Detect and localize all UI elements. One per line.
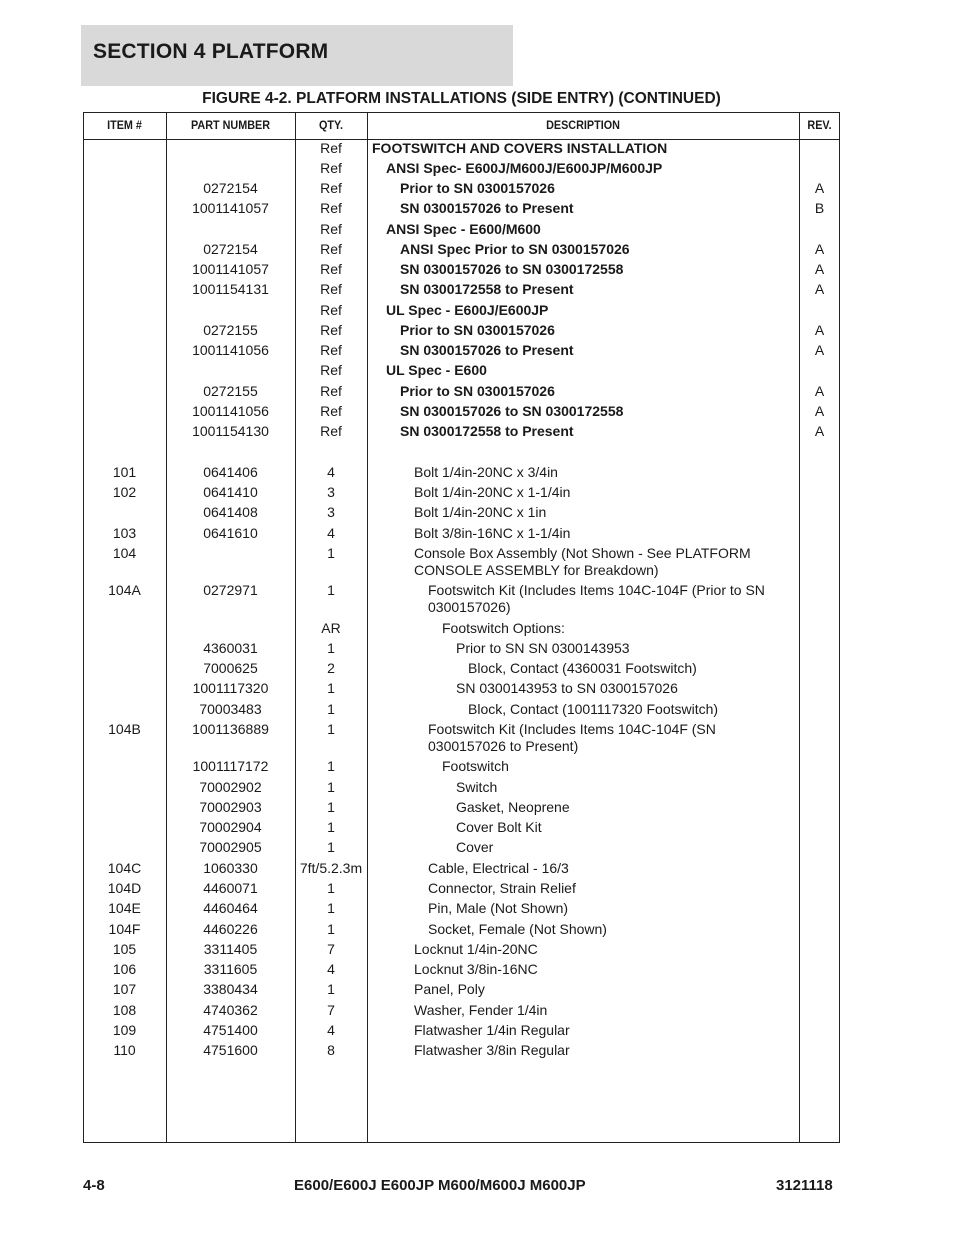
- description: Console Box Assembly (Not Shown - See PLATFORM CONSOLE ASSEMBLY for Breakdown): [414, 545, 751, 578]
- quantity: AR: [321, 620, 341, 636]
- description: SN 0300157026 to SN 0300172558: [400, 261, 624, 277]
- part-number: 7000625: [203, 660, 258, 676]
- header-description: DESCRIPTION: [546, 118, 620, 132]
- item-number: 104C: [107, 860, 142, 876]
- quantity: Ref: [320, 423, 342, 439]
- description: Flatwasher 3/8in Regular: [414, 1042, 570, 1058]
- description: Connector, Strain Relief: [428, 880, 576, 896]
- item-number: 109: [112, 1022, 137, 1038]
- quantity: Ref: [320, 140, 342, 156]
- part-number: 4740362: [203, 1002, 258, 1018]
- part-number: 0272154: [203, 180, 258, 196]
- revision: A: [814, 342, 825, 358]
- description: Footswitch Options:: [442, 620, 565, 636]
- description: Flatwasher 1/4in Regular: [414, 1022, 570, 1038]
- description: SN 0300157026 to Present: [400, 342, 574, 358]
- quantity: 1: [327, 921, 335, 937]
- part-number: 70002905: [199, 839, 262, 855]
- quantity: 1: [327, 981, 335, 997]
- quantity: 7ft/5.2.3m: [299, 860, 363, 876]
- part-number: 3311405: [203, 941, 258, 957]
- part-number: 0641610: [203, 525, 258, 541]
- description: Prior to SN 0300157026: [400, 383, 555, 399]
- quantity: 1: [327, 545, 335, 561]
- revision: A: [814, 180, 825, 196]
- description: Washer, Fender 1/4in: [414, 1002, 548, 1018]
- part-number: 4751600: [203, 1042, 258, 1058]
- part-number: 1001141056: [192, 342, 269, 358]
- part-number: 1060330: [203, 860, 258, 876]
- part-number: 70003483: [199, 701, 262, 717]
- quantity: Ref: [320, 383, 342, 399]
- revision: A: [814, 403, 825, 419]
- part-number: 4360031: [203, 640, 258, 656]
- item-number: 104E: [108, 900, 141, 916]
- description: Cable, Electrical - 16/3: [428, 860, 569, 876]
- quantity: Ref: [320, 180, 342, 196]
- quantity: Ref: [320, 362, 342, 378]
- description: Block, Contact (4360031 Footswitch): [468, 660, 697, 676]
- model-list: E600/E600J E600JP M600/M600J M600JP: [294, 1177, 586, 1194]
- item-number: 104B: [108, 721, 141, 737]
- part-number: 3311605: [203, 961, 258, 977]
- part-number: 0272971: [203, 582, 258, 598]
- description: Switch: [456, 779, 498, 795]
- item-number: 102: [112, 484, 137, 500]
- item-number: 106: [112, 961, 137, 977]
- quantity: 7: [327, 941, 335, 957]
- quantity: 1: [327, 582, 335, 598]
- part-number: 70002903: [199, 799, 262, 815]
- description: Cover: [456, 839, 494, 855]
- description: Cover Bolt Kit: [456, 819, 542, 835]
- part-number: 1001141057: [192, 200, 269, 216]
- item-number: 110: [113, 1042, 136, 1058]
- part-number: 0641408: [203, 504, 258, 520]
- description: Bolt 1/4in-20NC x 3/4in: [414, 464, 558, 480]
- item-number: 103: [112, 525, 137, 541]
- quantity: Ref: [320, 221, 342, 237]
- quantity: Ref: [320, 302, 342, 318]
- description: Footswitch Kit (Includes Items 104C-104F (Prior to SN 0300157026): [428, 582, 765, 615]
- description: Footswitch Kit (Includes Items 104C-104F (SN 0300157026 to Present): [428, 721, 716, 754]
- item-number: 107: [112, 981, 137, 997]
- quantity: 3: [327, 504, 335, 520]
- description: Bolt 3/8in-16NC x 1-1/4in: [414, 525, 571, 541]
- part-number: 1001141057: [192, 261, 269, 277]
- header-qty: QTY.: [318, 118, 343, 132]
- quantity: Ref: [320, 403, 342, 419]
- header-part-number: PART NUMBER: [190, 118, 271, 132]
- part-number: 3380434: [203, 981, 258, 997]
- description: UL Spec - E600J/E600JP: [386, 302, 549, 318]
- part-number: 1001141056: [192, 403, 269, 419]
- description: Block, Contact (1001117320 Footswitch): [468, 701, 719, 717]
- item-number: 104A: [108, 582, 141, 598]
- item-number: 108: [112, 1002, 137, 1018]
- description: SN 0300157026 to SN 0300172558: [400, 403, 624, 419]
- quantity: 1: [327, 680, 335, 696]
- quantity: Ref: [320, 241, 342, 257]
- quantity: 4: [327, 525, 335, 541]
- description: FOOTSWITCH AND COVERS INSTALLATION: [372, 140, 668, 156]
- part-number: 0641410: [203, 484, 258, 500]
- description: Prior to SN SN 0300143953: [456, 640, 630, 656]
- page-number: 4-8: [83, 1177, 105, 1194]
- part-number: 4751400: [203, 1022, 258, 1038]
- item-number: 104D: [107, 880, 142, 896]
- description: SN 0300143953 to SN 0300157026: [456, 680, 678, 696]
- quantity: 4: [327, 1022, 335, 1038]
- description: Pin, Male (Not Shown): [428, 900, 569, 916]
- quantity: 2: [327, 660, 335, 676]
- quantity: 1: [327, 799, 335, 815]
- description: SN 0300157026 to Present: [400, 200, 574, 216]
- part-number: 1001154131: [192, 281, 269, 297]
- part-number: 4460071: [203, 880, 258, 896]
- description: Bolt 1/4in-20NC x 1-1/4in: [414, 484, 571, 500]
- part-number: 70002902: [199, 779, 262, 795]
- description: Bolt 1/4in-20NC x 1in: [414, 504, 547, 520]
- part-number: 4460464: [203, 900, 258, 916]
- quantity: 4: [327, 464, 335, 480]
- quantity: 1: [327, 839, 335, 855]
- description: Footswitch: [442, 758, 509, 774]
- description: SN 0300172558 to Present: [400, 281, 574, 297]
- quantity: Ref: [320, 322, 342, 338]
- revision: A: [814, 241, 825, 257]
- description: ANSI Spec - E600/M600: [386, 221, 541, 237]
- quantity: 1: [327, 880, 335, 896]
- document-number: 3121118: [776, 1177, 833, 1194]
- quantity: 3: [327, 484, 335, 500]
- description: Socket, Female (Not Shown): [428, 921, 607, 937]
- description: Prior to SN 0300157026: [400, 180, 555, 196]
- description: UL Spec - E600: [386, 362, 487, 378]
- quantity: Ref: [320, 160, 342, 176]
- part-number: 1001117320: [192, 680, 269, 696]
- part-number: 0641406: [203, 464, 258, 480]
- quantity: 4: [327, 961, 335, 977]
- description: Locknut 1/4in-20NC: [414, 941, 538, 957]
- quantity: 1: [327, 721, 335, 737]
- description: Panel, Poly: [414, 981, 485, 997]
- description: Prior to SN 0300157026: [400, 322, 555, 338]
- quantity: 7: [327, 1002, 335, 1018]
- description: Gasket, Neoprene: [456, 799, 570, 815]
- revision: A: [814, 281, 825, 297]
- description: ANSI Spec- E600J/M600J/E600JP/M600JP: [386, 160, 663, 176]
- description: Locknut 3/8in-16NC: [414, 961, 538, 977]
- part-number: 1001154130: [192, 423, 269, 439]
- quantity: 1: [327, 779, 335, 795]
- revision: A: [814, 383, 825, 399]
- item-number: 104F: [108, 921, 141, 937]
- quantity: 1: [327, 758, 335, 774]
- section-title: SECTION 4 PLATFORM: [93, 40, 329, 63]
- quantity: Ref: [320, 342, 342, 358]
- column-divider: [367, 112, 368, 1143]
- quantity: 1: [327, 701, 335, 717]
- revision: B: [814, 200, 825, 216]
- part-number: 1001136889: [192, 721, 269, 737]
- description: SN 0300172558 to Present: [400, 423, 574, 439]
- part-number: 4460226: [203, 921, 258, 937]
- header-item: ITEM #: [107, 118, 142, 132]
- item-number: 104: [112, 545, 137, 561]
- quantity: Ref: [320, 200, 342, 216]
- part-number: 1001117172: [192, 758, 269, 774]
- description: ANSI Spec Prior to SN 0300157026: [400, 241, 630, 257]
- part-number: 0272155: [203, 322, 258, 338]
- quantity: 1: [327, 640, 335, 656]
- quantity: Ref: [320, 261, 342, 277]
- part-number: 0272155: [203, 383, 258, 399]
- revision: A: [814, 322, 825, 338]
- part-number: 0272154: [203, 241, 258, 257]
- item-number: 101: [112, 464, 137, 480]
- quantity: 8: [327, 1042, 335, 1058]
- part-number: 70002904: [199, 819, 262, 835]
- figure-title: FIGURE 4-2. PLATFORM INSTALLATIONS (SIDE ENTRY) (CONTINUED): [202, 90, 721, 107]
- quantity: 1: [327, 900, 335, 916]
- quantity: Ref: [320, 281, 342, 297]
- item-number: 105: [112, 941, 137, 957]
- revision: A: [814, 423, 825, 439]
- section-header: [81, 25, 513, 86]
- quantity: 1: [327, 819, 335, 835]
- revision: A: [814, 261, 825, 277]
- header-rev: REV.: [807, 118, 832, 132]
